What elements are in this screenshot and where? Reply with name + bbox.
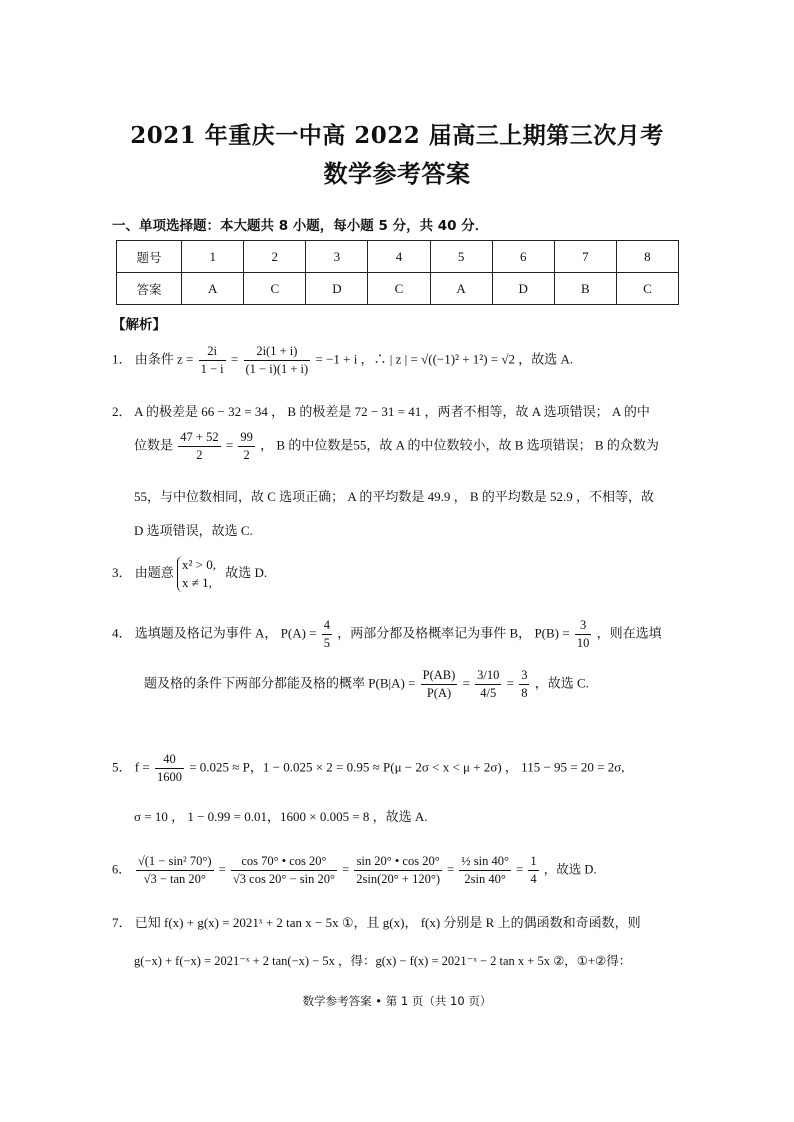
q2-line [134, 430, 659, 463]
q1-number: 1． [112, 351, 132, 367]
table-cell: B [554, 273, 616, 305]
numerator: 2i [199, 344, 226, 361]
denominator: 1600 [156, 770, 182, 784]
denominator: 10 [576, 636, 590, 650]
q6-fraction [136, 854, 214, 887]
denominator: 8 [521, 686, 528, 700]
table-cell: D [492, 273, 554, 305]
page-subtitle: 数学参考答案 [323, 159, 471, 188]
denominator: 2sin 40° [464, 872, 506, 886]
q2-text: ， B 的中位数是55，故 A 的中位数较小，故 B 选项错误； B 的众数为 [260, 437, 659, 453]
numerator: 47 + 52 [178, 430, 220, 447]
q2-fraction [238, 430, 255, 463]
q1-fraction [244, 344, 311, 377]
numerator: 3/10 [475, 668, 501, 685]
q5-line [112, 752, 624, 785]
denominator: 1 − i [200, 362, 224, 376]
equals: = [342, 862, 350, 877]
condition-brace [177, 556, 216, 592]
page-footer: 数学参考答案 • 第 1 页（共 10 页） [302, 994, 492, 1008]
table-row [117, 241, 679, 273]
q3-line [112, 556, 267, 592]
numerator: 3 [519, 668, 529, 685]
denominator: (1 − i)(1 + i) [245, 362, 309, 376]
q4-fraction [519, 668, 529, 701]
numerator: √(1 − sin² 70°) [136, 854, 214, 871]
q4-text: P(A) = [280, 625, 317, 641]
q3-text: 故选 D. [225, 564, 268, 580]
q4-fraction [421, 668, 458, 701]
q1-text: 由条件 z = [134, 351, 194, 367]
q4-fraction [575, 618, 592, 651]
denominator: 5 [323, 636, 331, 650]
condition: x² > 0, [182, 557, 217, 572]
q4-fraction [322, 618, 332, 651]
numerator: P(AB) [421, 668, 458, 685]
q2-line [112, 401, 650, 420]
q4-nested-fraction [475, 668, 501, 701]
numerator: 4 [322, 618, 332, 635]
denominator: √3 cos 20° − sin 20° [232, 872, 335, 886]
numerator: sin 20° • cos 20° [354, 854, 442, 871]
q6-fraction [459, 854, 511, 887]
answer-table [116, 240, 679, 305]
analysis-heading: 【解析】 [112, 317, 166, 333]
table-cell: C [616, 273, 678, 305]
q2-line: D 选项错误，故选 C. [134, 523, 253, 538]
q4-line [112, 618, 662, 651]
q6-text: ，故选 D. [543, 862, 597, 877]
table-cell: A [182, 273, 244, 305]
table-row-label: 答案 [117, 273, 182, 305]
q2-text: A 的极差是 66 − 32 = 34 ， B 的极差是 72 − 31 = 41 ，两者不相等，故 A 选项错误； A 的中 [134, 404, 650, 419]
q4-text: P(B) = [534, 625, 570, 641]
q2-number: 2． [112, 404, 132, 419]
table-cell: 7 [554, 241, 616, 273]
q4-text: ，两部分都及格概率记为事件 B， [337, 625, 532, 641]
equals: = [506, 675, 514, 691]
q3-number: 3． [112, 564, 132, 580]
table-cell: 2 [244, 241, 306, 273]
q4-text: P(B|A) = [368, 675, 416, 691]
equals: = [516, 862, 524, 877]
numerator: 99 [238, 430, 255, 447]
table-cell: C [244, 273, 306, 305]
q2-text: 位数是 [134, 437, 174, 453]
q4-text: ，则在选填 [596, 625, 662, 641]
q5-fraction [155, 752, 184, 785]
q6-number: 6． [112, 862, 131, 877]
table-row-label: 题号 [117, 241, 182, 273]
table-cell: 5 [430, 241, 492, 273]
q6-fraction [528, 854, 538, 887]
denominator: 4 [530, 872, 537, 886]
q1-line [112, 344, 573, 377]
equals: = [218, 862, 226, 877]
q4-text: ，故选 C. [534, 675, 589, 691]
q6-fraction [231, 854, 337, 887]
table-cell: 3 [306, 241, 368, 273]
table-cell: 4 [368, 241, 430, 273]
table-cell: D [306, 273, 368, 305]
table-cell: 8 [616, 241, 678, 273]
q7-line: g(−x) + f(−x) = 2021⁻ˣ + 2 tan(−x) − 5x ，得：g(x) − f(x) = 2021⁻ˣ − 2 tan x + 5x ②，①+②得： [134, 954, 632, 968]
q2-fraction [178, 430, 220, 463]
numerator: 1 [528, 854, 538, 871]
table-row [117, 273, 679, 305]
denominator: 2sin(20° + 120°) [356, 872, 440, 886]
numerator: ½ sin 40° [459, 854, 511, 871]
q2-line: 55，与中位数相同，故 C 选项正确； A 的平均数是 49.9 ， B 的平均数是 52.9 ，不相等，故 [134, 489, 655, 504]
table-cell: A [430, 273, 492, 305]
equals: = [462, 675, 470, 691]
table-cell: C [368, 273, 430, 305]
numerator: 2i(1 + i) [244, 344, 311, 361]
denominator: P(A) [426, 686, 452, 700]
q6-line [112, 854, 596, 887]
q5-number: 5． [112, 759, 132, 775]
q4-line [144, 668, 589, 701]
q1-text: = −1 + i ，∴ | z | = √((−1)² + 1²) = √2 ，故选 A. [315, 351, 574, 367]
q7-number: 7． [112, 915, 132, 930]
section-heading: 一、单项选择题：本大题共 8 小题，每小题 5 分，共 40 分． [112, 218, 489, 234]
q1-fraction [199, 344, 226, 377]
equals: = [225, 437, 234, 453]
q4-text: 题及格的条件下两部分都能及格的概率 [144, 675, 366, 691]
q5-line: σ = 10 ， 1 − 0.99 = 0.01，1600 × 0.005 = 8 ，故选 A. [134, 809, 428, 824]
denominator: 2 [243, 448, 250, 462]
equals: = [447, 862, 455, 877]
numerator: cos 70° • cos 20° [231, 854, 337, 871]
q7-text: 已知 f(x) + g(x) = 2021ˣ + 2 tan x − 5x ①，且 g(x)， f(x) 分别是 R 上的偶函数和奇函数，则 [134, 915, 641, 930]
equals: = [230, 351, 239, 367]
condition: x ≠ 1, [182, 575, 212, 590]
numerator: 40 [155, 752, 184, 769]
denominator: 4/5 [480, 686, 497, 700]
q5-text: = 0.025 ≈ P，1 − 0.025 × 2 = 0.95 ≈ P(μ − 2σ < x < μ + 2σ) ， 115 − 95 = 20 = 2σ, [189, 759, 625, 775]
table-cell: 1 [182, 241, 244, 273]
q3-text: 由题意 [134, 564, 174, 580]
denominator: 2 [196, 448, 203, 462]
q4-text: 选填题及格记为事件 A， [134, 625, 278, 641]
numerator: 3 [575, 618, 592, 635]
q5-text: f = [134, 759, 150, 775]
denominator: √3 − tan 20° [143, 872, 206, 886]
q7-line [112, 912, 641, 931]
q6-fraction [354, 854, 442, 887]
page-title: 2021 年重庆一中高 2022 届高三上期第三次月考 [130, 122, 664, 149]
q4-number: 4． [112, 625, 132, 641]
table-cell: 6 [492, 241, 554, 273]
